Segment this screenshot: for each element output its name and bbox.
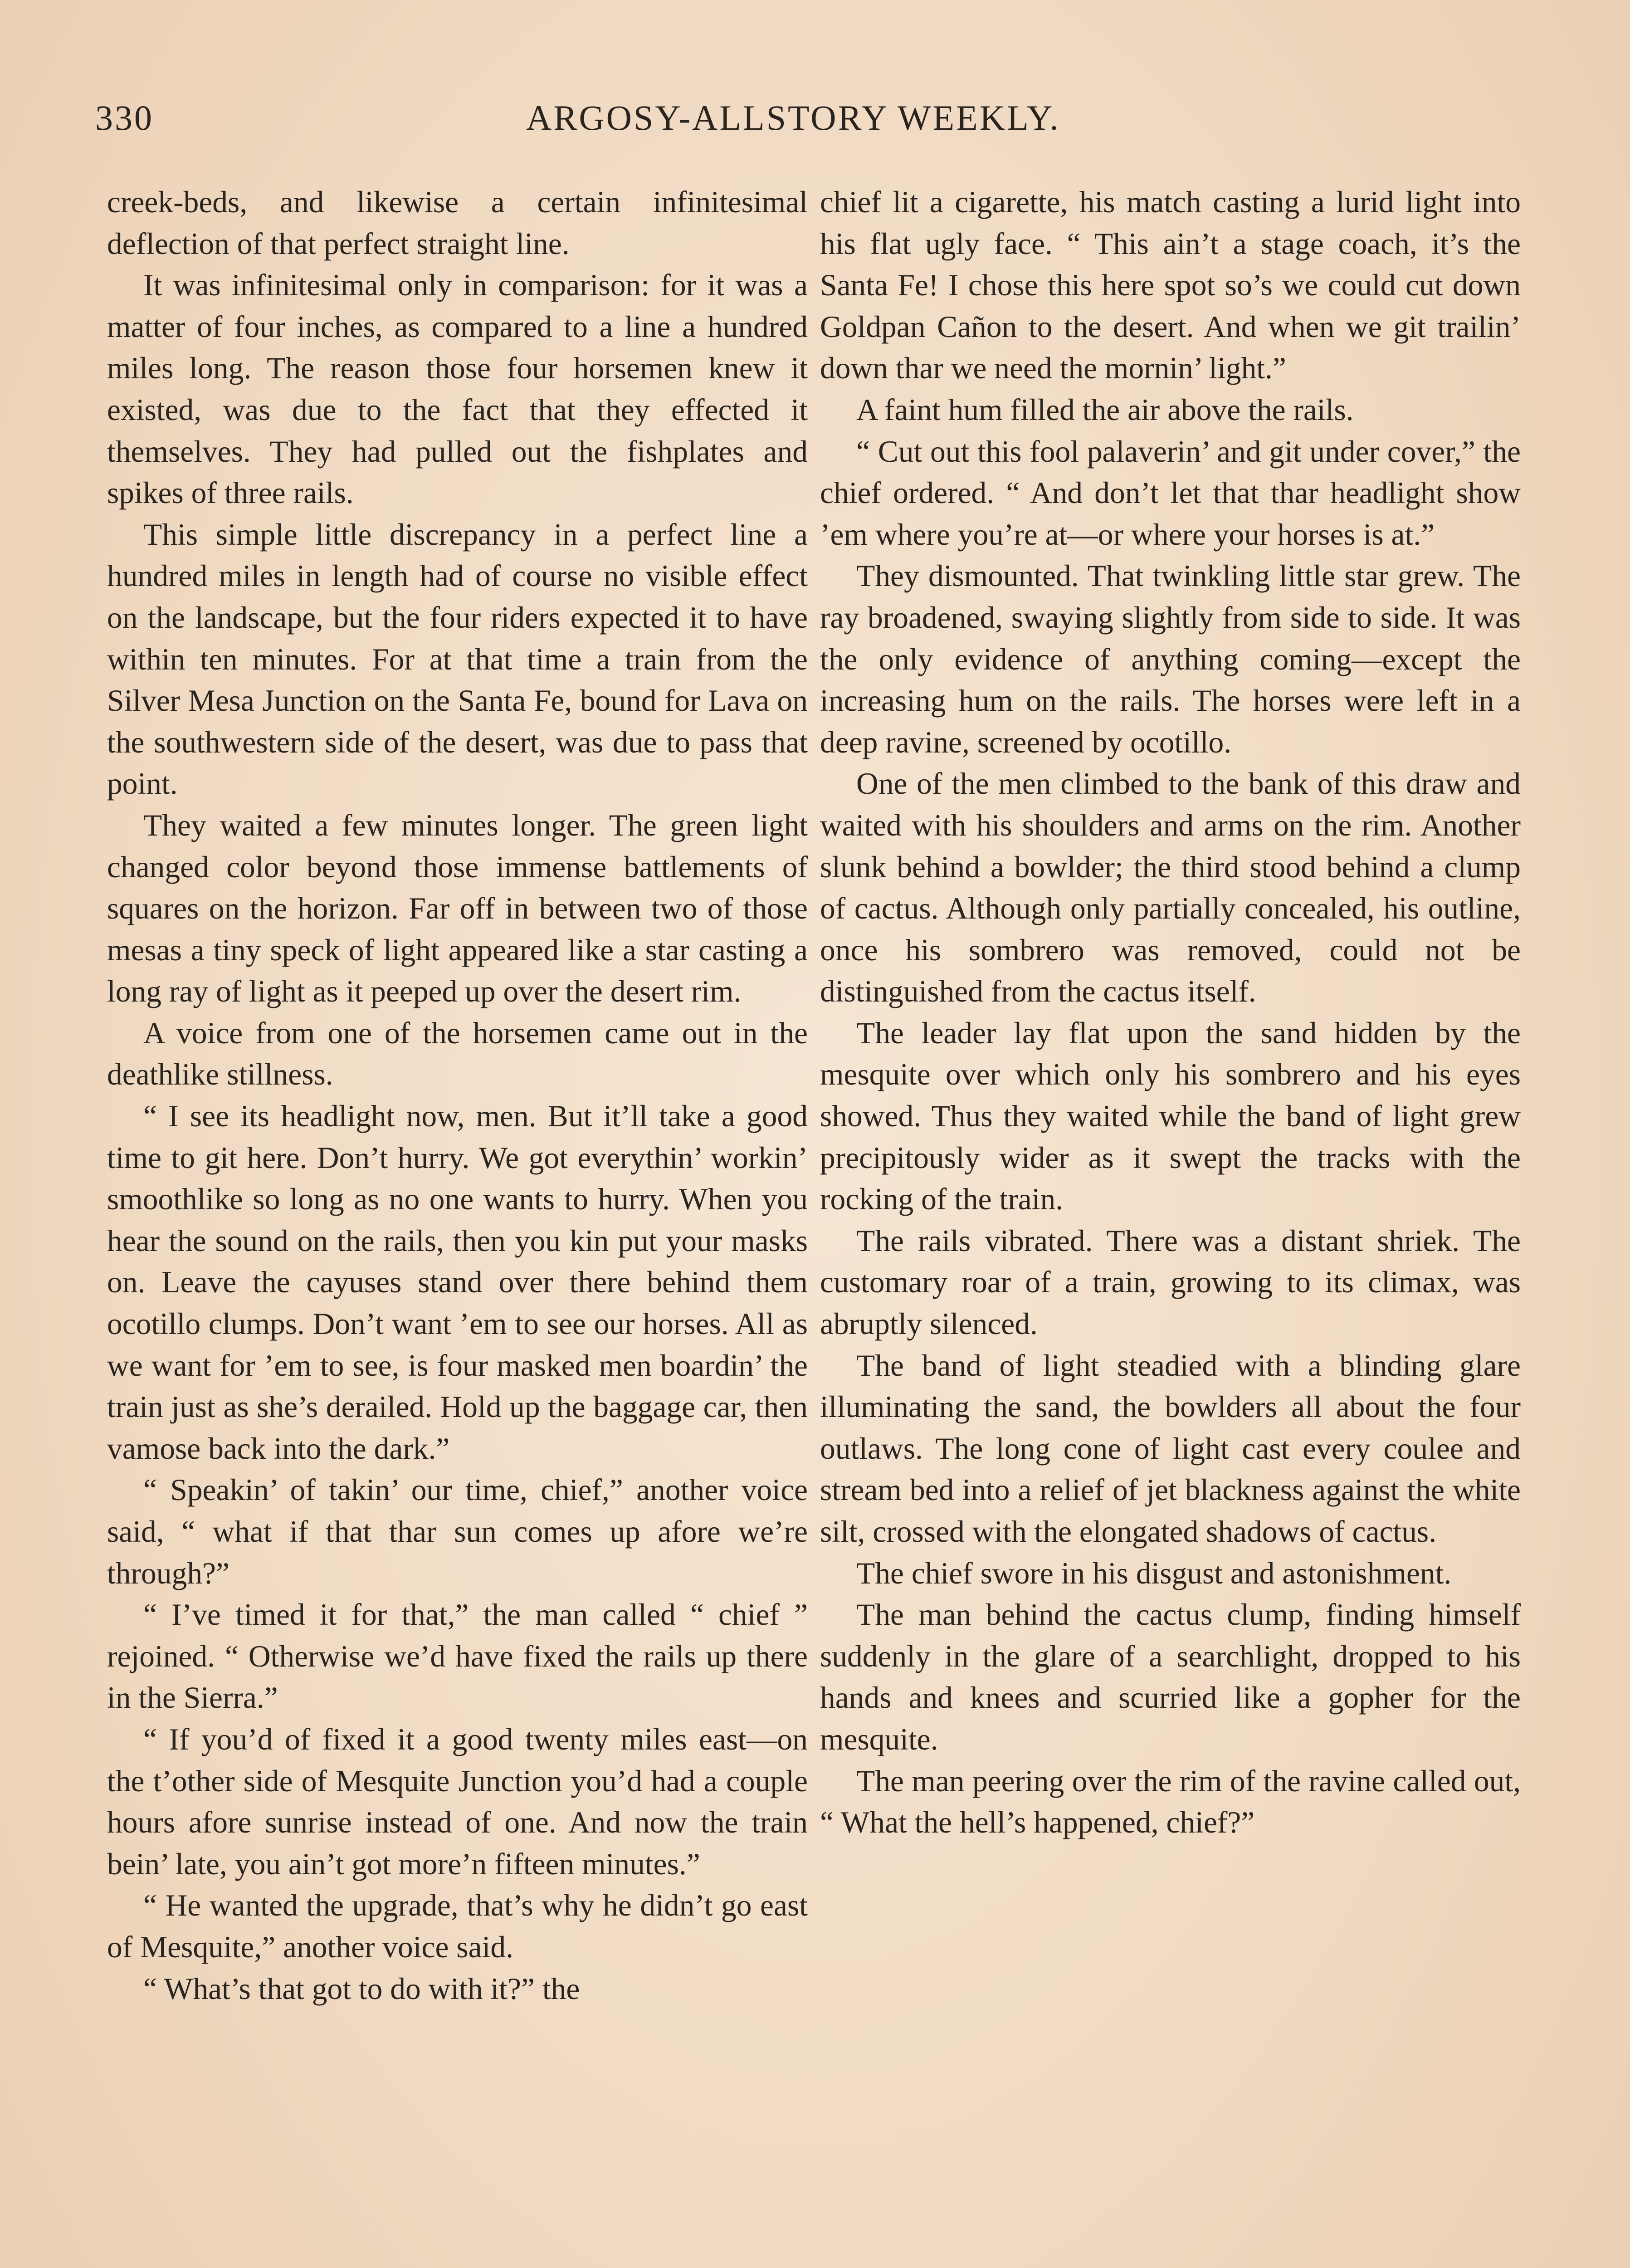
paragraph: The band of light steadied with a blinding glare illuminating the sand, the bowlders all about the four outlaws. The long cone of light cast every coulee and stream bed into a relief of jet blackness against the white silt, crossed with the elongated shadows of cactus. — [820, 1348, 1521, 1549]
paragraph: They waited a few minutes longer. The green light changed color beyond those immense battlements of squares on the horizon. Far off in between two of those mesas a tiny speck of light appeared like a star casting a long ray of light as it peeped up over the desert rim. — [107, 808, 808, 1009]
paragraph: It was infinitesimal only in comparison: for it was a matter of four inches, as compared to a line a hundred miles long. The reason those four horsemen knew it existed, was due to the fact that they effected it themselves. They had pulled out the fishplates and spikes of three rails. — [107, 268, 808, 510]
paragraph: “ If you’d of fixed it a good twenty miles east—on the t’other side of Mesquite Junction you’d had a couple hours afore sunrise instead of one. And now the train bein’ late, you ain’t got more’n fifteen minutes.” — [107, 1722, 808, 1881]
paragraph: The leader lay flat upon the sand hidden by the mesquite over which only his sombrero and his eyes showed. Thus they waited while the band of light grew precipitously wider as it swept the tracks with the rocking of the train. — [820, 1016, 1521, 1217]
paragraph: The man peering over the rim of the ravine called out, “ What the hell’s happened, chief?” — [820, 1764, 1521, 1840]
paragraph: “ He wanted the upgrade, that’s why he didn’t go east of Mesquite,” another voice said. — [107, 1888, 808, 1964]
right-column — [820, 181, 1521, 2268]
paragraph: “ Speakin’ of takin’ our time, chief,” another voice said, “ what if that thar sun comes up afore we’re through?” — [107, 1473, 808, 1590]
paragraph: chief lit a cigarette, his match casting a lurid light into his flat ugly face. “ This ain’t a stage coach, it’s the Santa Fe! I chose this here spot so’s we could cut down Goldpan Cañon to the desert. And when we git trailin’ down thar we need the mornin’ light.” — [820, 185, 1521, 386]
paragraph: “ I’ve timed it for that,” the man called “ chief ” rejoined. “ Otherwise we’d have fixed the rails up there in the Sierra.” — [107, 1598, 808, 1715]
paragraph: One of the men climbed to the bank of this draw and waited with his shoulders and arms on the rim. Another slunk behind a bowlder; the third stood behind a clump of cactus. Although only partially concealed, his outline, once his sombrero was removed, could not be distinguished from the cactus itself. — [820, 767, 1521, 1009]
paragraph: A voice from one of the horsemen came out in the deathlike stillness. — [107, 1016, 808, 1092]
paragraph: A faint hum filled the air above the rails. — [856, 392, 1354, 427]
paragraph: “ Cut out this fool palaverin’ and git under cover,” the chief ordered. “ And don’t let that thar headlight show ’em where you’re at—or where your horses is at.” — [820, 434, 1521, 552]
paragraph: creek-beds, and likewise a certain infinitesimal deflection of that perfect straight line. — [107, 185, 808, 261]
page-header — [95, 98, 1583, 152]
paragraph: The man behind the cactus clump, finding himself suddenly in the glare of a searchlight, dropped to his hands and knees and scurried like a gopher for the mesquite. — [820, 1598, 1521, 1756]
paragraph: They dismounted. That twinkling little star grew. The ray broadened, swaying slightly from side to side. It was the only evidence of anything coming—except the increasing hum on the rails. The horses were left in a deep ravine, screened by ocotillo. — [820, 559, 1521, 759]
running-head: ARGOSY-ALLSTORY WEEKLY. — [526, 98, 1060, 137]
left-column — [107, 181, 808, 2268]
paragraph: The rails vibrated. There was a distant shriek. The customary roar of a train, growing to its climax, was abruptly silenced. — [820, 1223, 1521, 1341]
paragraph: This simple little discrepancy in a perfect line a hundred miles in length had of course no visible effect on the landscape, but the four riders expected it to have within ten minutes. For at that time a train from the Silver Mesa Junction on the Santa Fe, bound for Lava on the southwestern side of the desert, was due to pass that point. — [107, 517, 808, 801]
page-number: 330 — [95, 98, 154, 137]
paragraph: “ What’s that got to do with it?” the — [143, 1971, 580, 2006]
paragraph: The chief swore in his disgust and astonishment. — [856, 1556, 1452, 1590]
paragraph: “ I see its headlight now, men. But it’ll take a good time to git here. Don’t hurry. We got everythin’ workin’ smoothlike so long as no one wants to hurry. When you hear the sound on the rails, then you kin put your masks on. Leave the cayuses stand over there behind them ocotillo clumps. Don’t want ’em to see our horses. All as we want for ’em to see, is four masked men boardin’ the train just as she’s derailed. Hold up the baggage car, then vamose back into the dark.” — [107, 1099, 808, 1466]
